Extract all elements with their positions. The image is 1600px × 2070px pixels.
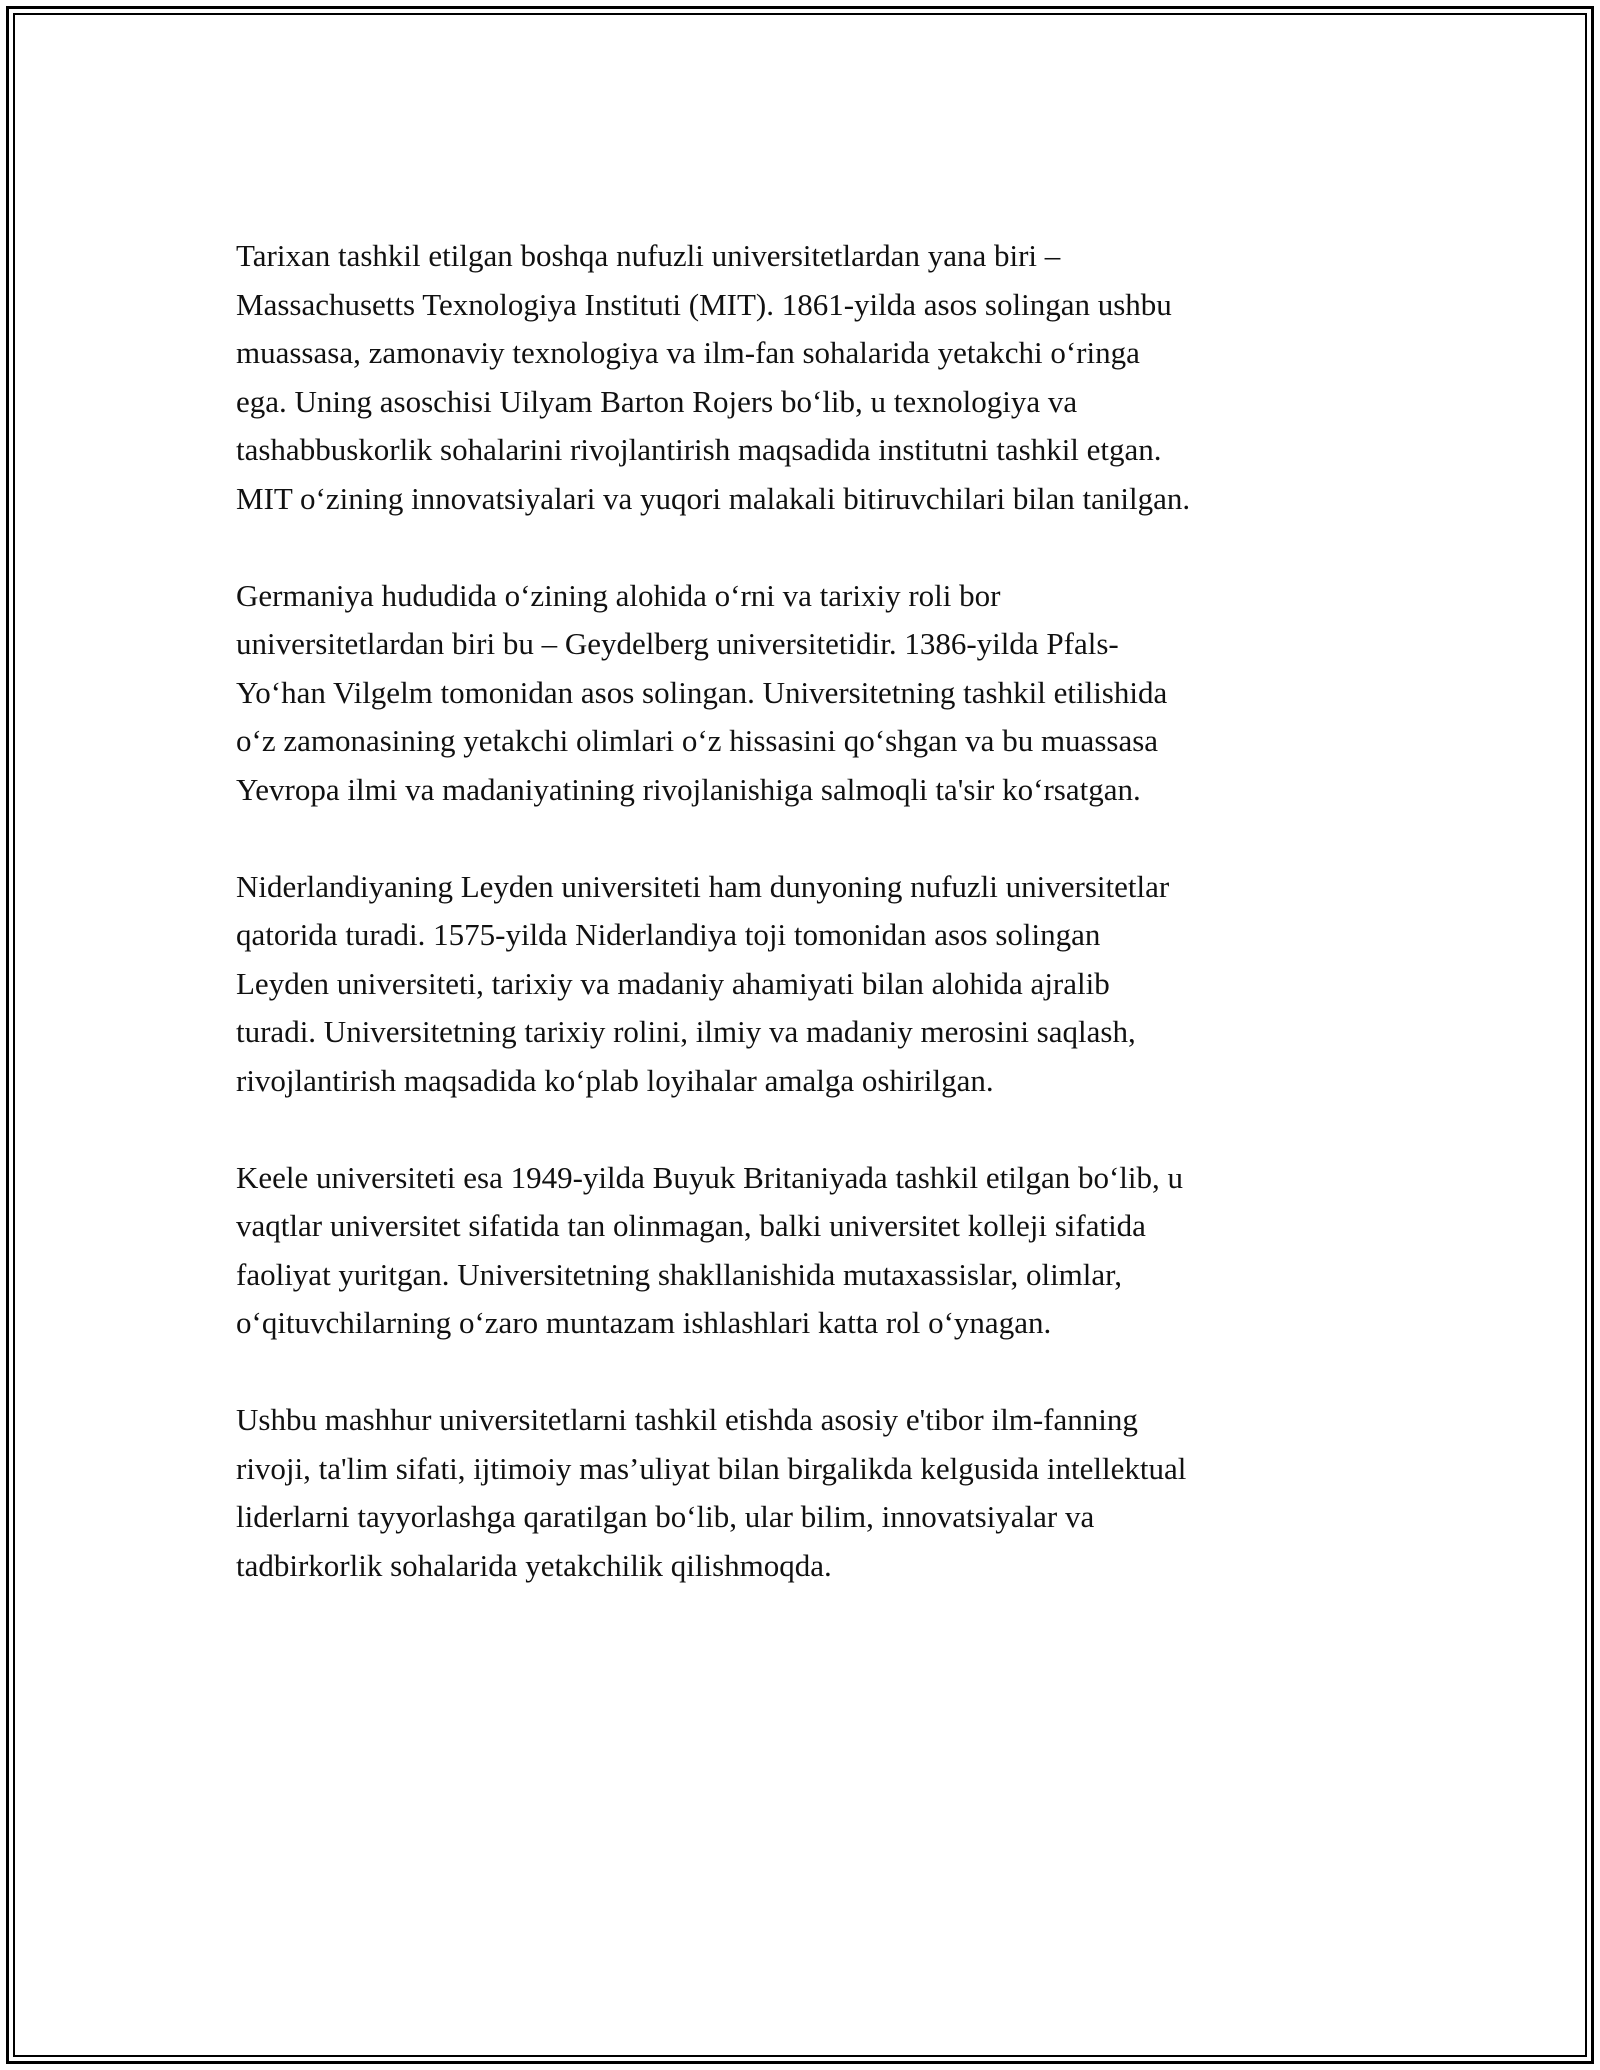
text-line: Tarixan tashkil etilgan boshqa nufuzli universitetlardan yana biri – — [236, 238, 1061, 273]
text-line: tadbirkorlik sohalarida yetakchilik qilishmoqda. — [236, 1547, 832, 1583]
paragraph-mit — [236, 232, 1376, 523]
text-line: liderlarni tayyorlashga qaratilgan boʻlib, ular bilim, innovatsiyalar va — [236, 1499, 1095, 1534]
text-line: vaqtlar universitet sifatida tan olinmagan, balki universitet kolleji sifatida — [236, 1208, 1146, 1243]
paragraph-leiden — [236, 863, 1376, 1106]
text-line: Massachusetts Texnologiya Instituti (MIT). 1861-yilda asos solingan ushbu — [236, 286, 1172, 322]
text-line: turadi. Universitetning tarixiy rolini, ilmiy va madaniy merosini saqlash, — [236, 1014, 1136, 1049]
text-line: Germaniya hududida oʻzining alohida oʻrni va tarixiy roli bor — [236, 577, 1001, 613]
text-line: Yevropa ilmi va madaniyatining rivojlanishiga salmoqli ta'sir koʻrsatgan. — [236, 771, 1141, 807]
text-line: Yoʻhan Vilgelm tomonidan asos solingan. Universitetning tashkil etilishida — [236, 674, 1168, 710]
text-line: oʻz zamonasining yetakchi olimlari oʻz hissasini qoʻshgan va bu muassasa — [236, 723, 1159, 758]
text-line: oʻqituvchilarning oʻzaro muntazam ishlashlari katta rol oʻynagan. — [236, 1305, 1052, 1340]
document-body — [236, 232, 1376, 1639]
text-line: rivoji, ta'lim sifati, ijtimoiy mas’uliyat bilan birgalikda kelgusida intellektual — [236, 1450, 1187, 1486]
text-line: muassasa, zamonaviy texnologiya va ilm-fan sohalarida yetakchi oʻringa — [236, 335, 1140, 370]
text-line: Leyden universiteti, tarixiy va madaniy ahamiyati bilan alohida ajralib — [236, 965, 1110, 1001]
text-line: Niderlandiyaning Leyden universiteti ham dunyoning nufuzli universitetlar — [236, 868, 1170, 904]
text-line: MIT oʻzining innovatsiyalari va yuqori malakali bitiruvchilari bilan tanilgan. — [236, 480, 1191, 516]
paragraph-conclusion — [236, 1396, 1376, 1590]
text-line: Ushbu mashhur universitetlarni tashkil etishda asosiy e'tibor ilm-fanning — [236, 1402, 1138, 1437]
text-line: Keele universiteti esa 1949-yilda Buyuk Britaniyada tashkil etilgan boʻlib, u — [236, 1159, 1183, 1195]
text-line: faoliyat yuritgan. Universitetning shakllanishida mutaxassislar, olimlar, — [236, 1256, 1122, 1292]
paragraph-heidelberg — [236, 572, 1376, 815]
paragraph-keele — [236, 1154, 1376, 1348]
text-line: ega. Uning asoschisi Uilyam Barton Rojers boʻlib, u texnologiya va — [236, 383, 1078, 419]
text-line: tashabbuskorlik sohalarini rivojlantirish maqsadida institutni tashkil etgan. — [236, 432, 1162, 467]
text-line: universitetlardan biri bu – Geydelberg universitetidir. 1386-yilda Pfals- — [236, 626, 1119, 661]
text-line: rivojlantirish maqsadida koʻplab loyihalar amalga oshirilgan. — [236, 1062, 994, 1098]
text-line: qatorida turadi. 1575-yilda Niderlandiya toji tomonidan asos solingan — [236, 917, 1101, 952]
